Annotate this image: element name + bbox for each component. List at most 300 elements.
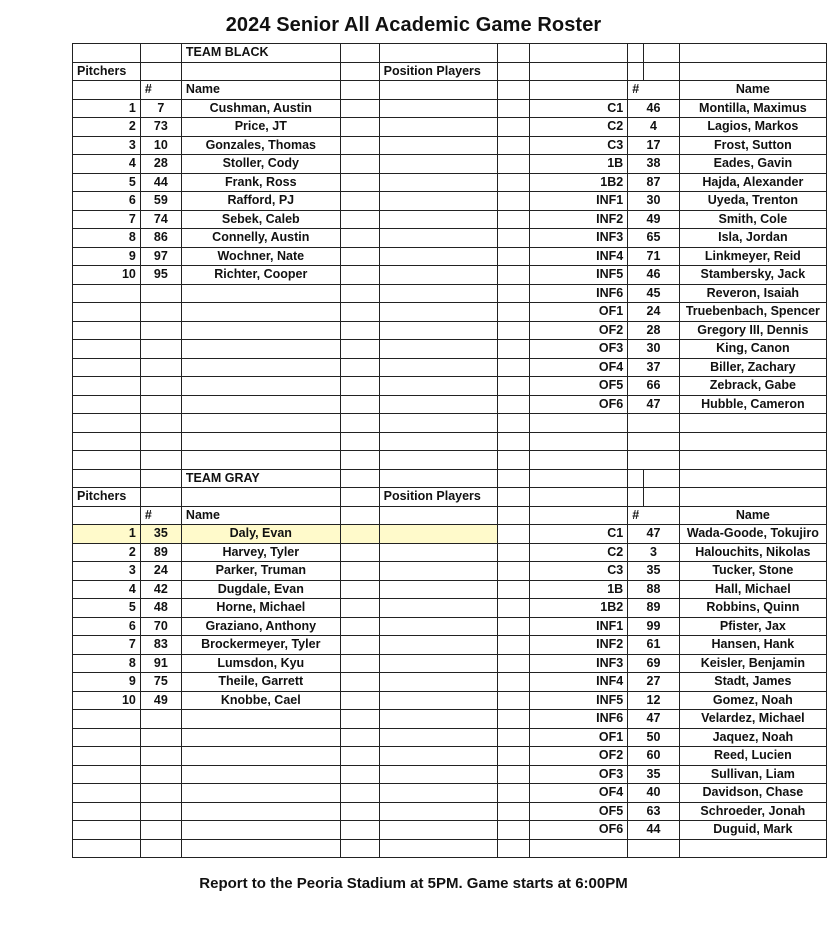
roster-row: [73, 673, 827, 692]
roster-row: [73, 395, 827, 414]
roster-row: [73, 99, 827, 118]
empty-cell: [498, 81, 530, 100]
pitcher-index: 10: [73, 266, 141, 285]
empty-cell: [498, 654, 530, 673]
empty-cell: [181, 710, 340, 729]
player-name: Robbins, Quinn: [679, 599, 826, 618]
position-code: OF4: [530, 784, 628, 803]
pitcher-name: Lumsdon, Kyu: [181, 654, 340, 673]
player-number: 47: [628, 710, 680, 729]
empty-cell: [379, 765, 498, 784]
empty-cell: [140, 821, 181, 840]
empty-cell: [340, 451, 379, 470]
team-name: TEAM GRAY: [181, 469, 340, 488]
player-number: 12: [628, 691, 680, 710]
position-code: OF6: [530, 821, 628, 840]
empty-cell: [340, 358, 379, 377]
empty-cell: [628, 62, 644, 81]
pitcher-number: 49: [140, 691, 181, 710]
player-number: 49: [628, 210, 680, 229]
player-number: 28: [628, 321, 680, 340]
empty-cell: [379, 710, 498, 729]
empty-cell: [181, 377, 340, 396]
empty-cell: [530, 488, 628, 507]
roster-row: [73, 118, 827, 137]
empty-cell: [181, 358, 340, 377]
player-name: Frost, Sutton: [679, 136, 826, 155]
empty-cell: [379, 506, 498, 525]
empty-cell: [498, 580, 530, 599]
empty-cell: [530, 414, 628, 433]
empty-cell: [379, 784, 498, 803]
roster-row: [73, 543, 827, 562]
empty-cell: [340, 118, 379, 137]
player-name: Eades, Gavin: [679, 155, 826, 174]
number-header: #: [140, 81, 181, 100]
pitcher-name: Dugdale, Evan: [181, 580, 340, 599]
empty-cell: [530, 432, 628, 451]
player-number: 17: [628, 136, 680, 155]
empty-cell: [498, 321, 530, 340]
roster-row: [73, 247, 827, 266]
player-name: Sullivan, Liam: [679, 765, 826, 784]
roster-row: [73, 340, 827, 359]
roster-row: [73, 784, 827, 803]
empty-cell: [498, 728, 530, 747]
roster-row: [73, 580, 827, 599]
empty-cell: [379, 599, 498, 618]
empty-cell: [628, 432, 680, 451]
position-code: INF2: [530, 210, 628, 229]
empty-cell: [379, 451, 498, 470]
empty-cell: [73, 747, 141, 766]
empty-cell: [181, 765, 340, 784]
empty-cell: [679, 432, 826, 451]
pitcher-index: 7: [73, 636, 141, 655]
position-code: C1: [530, 525, 628, 544]
empty-cell: [643, 62, 679, 81]
pitcher-number: 70: [140, 617, 181, 636]
player-name: Hajda, Alexander: [679, 173, 826, 192]
player-name: Zebrack, Gabe: [679, 377, 826, 396]
position-code: INF5: [530, 266, 628, 285]
position-code: OF3: [530, 765, 628, 784]
blank-row: [73, 414, 827, 433]
empty-cell: [340, 802, 379, 821]
player-number: 24: [628, 303, 680, 322]
position-code: INF3: [530, 229, 628, 248]
empty-cell: [140, 303, 181, 322]
empty-cell: [628, 488, 644, 507]
empty-cell: [73, 81, 141, 100]
empty-cell: [73, 340, 141, 359]
empty-cell: [340, 617, 379, 636]
pitcher-index: 8: [73, 229, 141, 248]
pitcher-name: Connelly, Austin: [181, 229, 340, 248]
empty-cell: [498, 617, 530, 636]
roster-row: [73, 284, 827, 303]
player-name: Isla, Jordan: [679, 229, 826, 248]
empty-cell: [498, 377, 530, 396]
empty-cell: [340, 525, 379, 544]
empty-cell: [498, 525, 530, 544]
roster-row: [73, 210, 827, 229]
empty-cell: [379, 155, 498, 174]
pitcher-index: 6: [73, 192, 141, 211]
empty-cell: [379, 358, 498, 377]
empty-cell: [340, 506, 379, 525]
empty-cell: [628, 44, 644, 63]
section-label-row: [73, 488, 827, 507]
pitcher-number: 59: [140, 192, 181, 211]
empty-cell: [73, 839, 141, 858]
empty-cell: [379, 414, 498, 433]
roster-row: [73, 358, 827, 377]
empty-cell: [140, 747, 181, 766]
empty-cell: [379, 525, 498, 544]
pitcher-index: 5: [73, 599, 141, 618]
position-code: OF4: [530, 358, 628, 377]
empty-cell: [73, 710, 141, 729]
empty-cell: [643, 469, 679, 488]
position-code: OF6: [530, 395, 628, 414]
pitcher-name: Richter, Cooper: [181, 266, 340, 285]
position-code: OF5: [530, 802, 628, 821]
column-header-row: [73, 506, 827, 525]
empty-cell: [679, 839, 826, 858]
player-number: 45: [628, 284, 680, 303]
pitcher-number: 97: [140, 247, 181, 266]
column-header-row: [73, 81, 827, 100]
pitcher-index: 7: [73, 210, 141, 229]
pitcher-number: 24: [140, 562, 181, 581]
player-name: Montilla, Maximus: [679, 99, 826, 118]
empty-cell: [73, 469, 141, 488]
pitcher-number: 7: [140, 99, 181, 118]
player-name: Hansen, Hank: [679, 636, 826, 655]
player-number: 3: [628, 543, 680, 562]
player-number: 40: [628, 784, 680, 803]
empty-cell: [530, 506, 628, 525]
position-code: INF3: [530, 654, 628, 673]
pitcher-name: Gonzales, Thomas: [181, 136, 340, 155]
empty-cell: [628, 414, 680, 433]
empty-cell: [140, 377, 181, 396]
pitcher-name: Daly, Evan: [181, 525, 340, 544]
pitcher-number: 28: [140, 155, 181, 174]
position-code: 1B: [530, 580, 628, 599]
empty-cell: [379, 543, 498, 562]
empty-cell: [181, 321, 340, 340]
empty-cell: [340, 229, 379, 248]
empty-cell: [643, 44, 679, 63]
empty-cell: [498, 136, 530, 155]
empty-cell: [498, 765, 530, 784]
empty-cell: [340, 136, 379, 155]
player-name: Lagios, Markos: [679, 118, 826, 137]
player-number: 47: [628, 525, 680, 544]
player-number: 99: [628, 617, 680, 636]
empty-cell: [340, 284, 379, 303]
pitcher-index: 1: [73, 525, 141, 544]
player-name: Reveron, Isaiah: [679, 284, 826, 303]
roster-sheet: [72, 43, 827, 858]
player-name: Halouchits, Nikolas: [679, 543, 826, 562]
empty-cell: [498, 802, 530, 821]
player-number: 61: [628, 636, 680, 655]
position-code: INF2: [530, 636, 628, 655]
player-name: Reed, Lucien: [679, 747, 826, 766]
position-code: OF1: [530, 728, 628, 747]
player-number: 87: [628, 173, 680, 192]
player-name: Keisler, Benjamin: [679, 654, 826, 673]
empty-cell: [379, 432, 498, 451]
empty-cell: [181, 747, 340, 766]
empty-cell: [379, 229, 498, 248]
empty-cell: [498, 432, 530, 451]
empty-cell: [181, 62, 340, 81]
empty-cell: [73, 506, 141, 525]
empty-cell: [498, 469, 530, 488]
pitcher-index: 6: [73, 617, 141, 636]
position-code: INF1: [530, 617, 628, 636]
empty-cell: [73, 451, 141, 470]
empty-cell: [498, 636, 530, 655]
empty-cell: [530, 62, 628, 81]
empty-cell: [498, 543, 530, 562]
name-header: Name: [181, 506, 340, 525]
roster-row: [73, 599, 827, 618]
pitcher-number: 48: [140, 599, 181, 618]
empty-cell: [340, 303, 379, 322]
pitcher-index: 3: [73, 136, 141, 155]
empty-cell: [498, 358, 530, 377]
position-code: INF6: [530, 284, 628, 303]
name-header: Name: [181, 81, 340, 100]
player-name: Smith, Cole: [679, 210, 826, 229]
empty-cell: [140, 62, 181, 81]
empty-cell: [379, 321, 498, 340]
pitcher-name: Cushman, Austin: [181, 99, 340, 118]
pitcher-name: Knobbe, Cael: [181, 691, 340, 710]
player-number: 46: [628, 266, 680, 285]
empty-cell: [340, 636, 379, 655]
player-number: 50: [628, 728, 680, 747]
pitcher-number: 86: [140, 229, 181, 248]
pitcher-index: 5: [73, 173, 141, 192]
empty-cell: [643, 488, 679, 507]
pitcher-index: 8: [73, 654, 141, 673]
empty-cell: [498, 303, 530, 322]
empty-cell: [181, 395, 340, 414]
roster-row: [73, 710, 827, 729]
empty-cell: [140, 728, 181, 747]
roster-row: [73, 691, 827, 710]
empty-cell: [628, 839, 680, 858]
empty-cell: [181, 839, 340, 858]
player-number: 37: [628, 358, 680, 377]
roster-row: [73, 765, 827, 784]
empty-cell: [379, 44, 498, 63]
empty-cell: [340, 599, 379, 618]
roster-row: [73, 802, 827, 821]
empty-cell: [379, 173, 498, 192]
empty-cell: [498, 506, 530, 525]
pitcher-number: 83: [140, 636, 181, 655]
empty-cell: [498, 340, 530, 359]
empty-cell: [181, 784, 340, 803]
roster-row: [73, 377, 827, 396]
player-name: Schroeder, Jonah: [679, 802, 826, 821]
player-number: 38: [628, 155, 680, 174]
empty-cell: [498, 784, 530, 803]
player-number: 89: [628, 599, 680, 618]
pitcher-name: Graziano, Anthony: [181, 617, 340, 636]
empty-cell: [73, 728, 141, 747]
empty-cell: [379, 247, 498, 266]
name-header: Name: [679, 506, 826, 525]
empty-cell: [379, 303, 498, 322]
empty-cell: [679, 488, 826, 507]
player-number: 4: [628, 118, 680, 137]
empty-cell: [498, 821, 530, 840]
roster-row: [73, 821, 827, 840]
player-name: Duguid, Mark: [679, 821, 826, 840]
roster-row: [73, 728, 827, 747]
player-number: 35: [628, 562, 680, 581]
empty-cell: [140, 340, 181, 359]
player-name: Gomez, Noah: [679, 691, 826, 710]
empty-cell: [628, 469, 644, 488]
empty-cell: [498, 62, 530, 81]
empty-cell: [340, 821, 379, 840]
player-number: 63: [628, 802, 680, 821]
number-header: #: [628, 81, 680, 100]
empty-cell: [379, 377, 498, 396]
empty-cell: [379, 118, 498, 137]
empty-cell: [379, 654, 498, 673]
empty-cell: [140, 432, 181, 451]
empty-cell: [379, 691, 498, 710]
player-name: Hubble, Cameron: [679, 395, 826, 414]
empty-cell: [140, 414, 181, 433]
empty-cell: [498, 488, 530, 507]
empty-cell: [140, 321, 181, 340]
roster-row: [73, 155, 827, 174]
blank-row: [73, 839, 827, 858]
empty-cell: [498, 599, 530, 618]
empty-cell: [498, 747, 530, 766]
player-number: 46: [628, 99, 680, 118]
pitcher-index: 9: [73, 673, 141, 692]
roster-row: [73, 229, 827, 248]
roster-row: [73, 192, 827, 211]
empty-cell: [498, 562, 530, 581]
empty-cell: [181, 728, 340, 747]
empty-cell: [140, 710, 181, 729]
empty-cell: [498, 99, 530, 118]
player-number: 35: [628, 765, 680, 784]
empty-cell: [340, 62, 379, 81]
empty-cell: [140, 839, 181, 858]
roster-table: [72, 43, 827, 858]
pitcher-index: 1: [73, 99, 141, 118]
empty-cell: [379, 210, 498, 229]
player-number: 88: [628, 580, 680, 599]
position-code: INF6: [530, 710, 628, 729]
empty-cell: [379, 839, 498, 858]
roster-row: [73, 321, 827, 340]
empty-cell: [340, 247, 379, 266]
empty-cell: [340, 210, 379, 229]
empty-cell: [379, 81, 498, 100]
player-number: 44: [628, 821, 680, 840]
roster-row: [73, 747, 827, 766]
empty-cell: [379, 747, 498, 766]
player-name: Pfister, Jax: [679, 617, 826, 636]
empty-cell: [73, 395, 141, 414]
empty-cell: [498, 451, 530, 470]
pitcher-number: 95: [140, 266, 181, 285]
roster-row: [73, 636, 827, 655]
team-name: TEAM BLACK: [181, 44, 340, 63]
empty-cell: [181, 802, 340, 821]
pitcher-name: Sebek, Caleb: [181, 210, 340, 229]
position-code: OF5: [530, 377, 628, 396]
empty-cell: [140, 802, 181, 821]
pitcher-name: Parker, Truman: [181, 562, 340, 581]
empty-cell: [530, 81, 628, 100]
empty-cell: [498, 673, 530, 692]
empty-cell: [73, 44, 141, 63]
empty-cell: [340, 580, 379, 599]
empty-cell: [379, 266, 498, 285]
empty-cell: [181, 340, 340, 359]
pitcher-number: 73: [140, 118, 181, 137]
roster-row: [73, 562, 827, 581]
blank-row: [73, 432, 827, 451]
empty-cell: [73, 284, 141, 303]
pitcher-number: 74: [140, 210, 181, 229]
empty-cell: [340, 155, 379, 174]
empty-cell: [530, 451, 628, 470]
empty-cell: [679, 44, 826, 63]
empty-cell: [140, 488, 181, 507]
empty-cell: [140, 44, 181, 63]
pitcher-number: 75: [140, 673, 181, 692]
player-name: Hall, Michael: [679, 580, 826, 599]
empty-cell: [340, 728, 379, 747]
pitcher-name: Harvey, Tyler: [181, 543, 340, 562]
roster-row: [73, 525, 827, 544]
roster-row: [73, 173, 827, 192]
empty-cell: [340, 469, 379, 488]
position-code: OF3: [530, 340, 628, 359]
footer-note: Report to the Peoria Stadium at 5PM. Game starts at 6:00PM: [199, 875, 628, 892]
empty-cell: [73, 765, 141, 784]
roster-row: [73, 266, 827, 285]
pitcher-index: 2: [73, 118, 141, 137]
empty-cell: [379, 192, 498, 211]
player-name: Truebenbach, Spencer: [679, 303, 826, 322]
pitcher-index: 2: [73, 543, 141, 562]
empty-cell: [340, 543, 379, 562]
empty-cell: [679, 469, 826, 488]
pitcher-name: Horne, Michael: [181, 599, 340, 618]
empty-cell: [140, 784, 181, 803]
empty-cell: [340, 395, 379, 414]
empty-cell: [498, 266, 530, 285]
